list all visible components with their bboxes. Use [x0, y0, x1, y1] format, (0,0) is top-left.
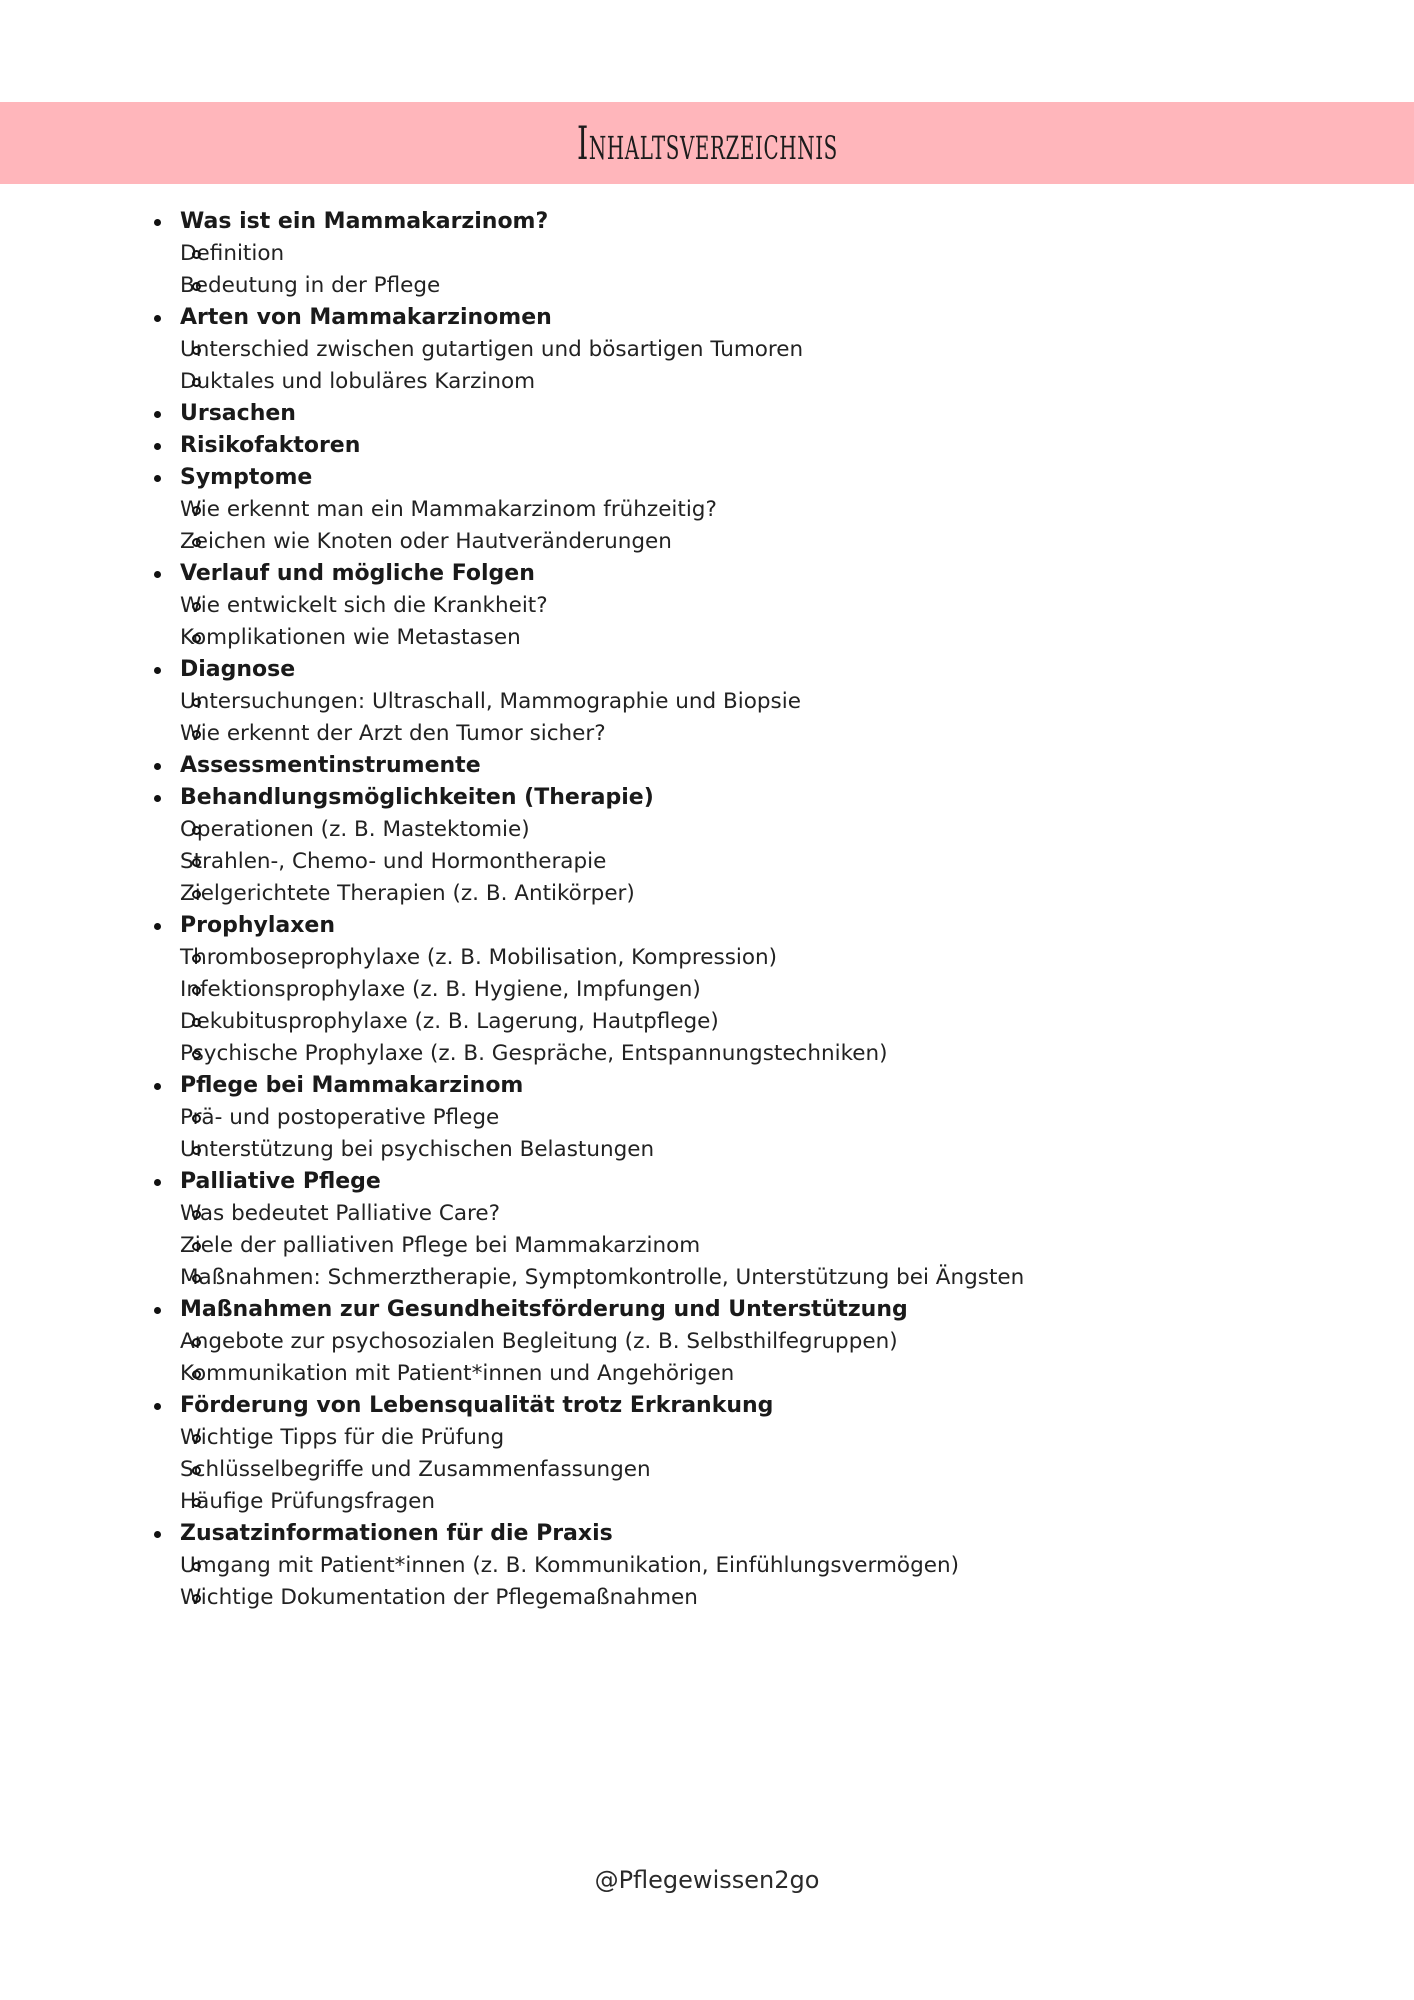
bullet-ring — [192, 1114, 201, 1123]
bullet-ring — [192, 538, 201, 547]
subitem-text: Maßnahmen: Schmerztherapie, Symptomkontrolle, Unterstützung bei Ängsten — [180, 1265, 1025, 1290]
bullet-dot — [154, 763, 161, 770]
toc-subitem — [180, 1326, 1024, 1358]
section-title: Palliative Pflege — [180, 1169, 381, 1194]
toc-subitem — [180, 526, 1024, 558]
bullet-dot — [154, 411, 161, 418]
toc-subitem — [180, 718, 1024, 750]
toc-subitem — [180, 1134, 1024, 1166]
section-title: Verlauf und mögliche Folgen — [180, 561, 535, 586]
bullet-ring — [192, 1562, 201, 1571]
subitem-text: Ziele der palliativen Pflege bei Mammakarzinom — [180, 1233, 701, 1258]
subitem-text: Angebote zur psychosozialen Begleitung (z. B. Selbsthilfegruppen) — [180, 1329, 898, 1354]
section-title: Zusatzinformationen für die Praxis — [180, 1521, 613, 1546]
toc-section-3 — [180, 398, 1024, 430]
bullet-ring — [192, 378, 201, 387]
bullet-ring — [192, 954, 201, 963]
toc-section-13 — [180, 1294, 1024, 1326]
bullet-ring — [192, 1338, 201, 1347]
toc-subitem — [180, 494, 1024, 526]
toc-section-11 — [180, 1070, 1024, 1102]
section-title: Ursachen — [180, 401, 296, 426]
section-title: Was ist ein Mammakarzinom? — [180, 209, 549, 234]
bullet-ring — [192, 858, 201, 867]
bullet-dot — [154, 1307, 161, 1314]
bullet-dot — [154, 571, 161, 578]
toc-subitem — [180, 1262, 1024, 1294]
toc-section-4 — [180, 430, 1024, 462]
section-title: Arten von Mammakarzinomen — [180, 305, 552, 330]
footer-handle: @Pflegewissen2go — [594, 1866, 820, 1894]
toc-subitem — [180, 1198, 1024, 1230]
bullet-dot — [154, 443, 161, 450]
bullet-ring — [192, 1146, 201, 1155]
subitem-text: Zielgerichtete Therapien (z. B. Antikörper) — [180, 881, 635, 906]
section-title: Pflege bei Mammakarzinom — [180, 1073, 524, 1098]
bullet-dot — [154, 795, 161, 802]
subitem-text: Definition — [180, 241, 285, 266]
toc-section-8 — [180, 750, 1024, 782]
bullet-dot — [154, 1179, 161, 1186]
subitem-text: Kommunikation mit Patient*innen und Angehörigen — [180, 1361, 735, 1386]
toc-subitem — [180, 270, 1024, 302]
bullet-ring — [192, 1018, 201, 1027]
bullet-dot — [154, 315, 161, 322]
bullet-ring — [192, 346, 201, 355]
toc-subitem — [180, 846, 1024, 878]
toc-subitem — [180, 942, 1024, 974]
bullet-ring — [192, 1242, 201, 1251]
subitem-text: Unterschied zwischen gutartigen und bösartigen Tumoren — [180, 337, 804, 362]
toc-subitem — [180, 622, 1024, 654]
bullet-ring — [192, 826, 201, 835]
subitem-text: Psychische Prophylaxe (z. B. Gespräche, Entspannungstechniken) — [180, 1041, 888, 1066]
section-title: Diagnose — [180, 657, 296, 682]
bullet-ring — [192, 1274, 201, 1283]
section-title: Prophylaxen — [180, 913, 335, 938]
section-title: Symptome — [180, 465, 313, 490]
toc-subitem — [180, 1422, 1024, 1454]
subitem-text: Häufige Prüfungsfragen — [180, 1489, 436, 1514]
subitem-text: Wichtige Dokumentation der Pflegemaßnahmen — [180, 1585, 698, 1610]
bullet-ring — [192, 634, 201, 643]
table-of-contents — [180, 206, 1024, 1614]
toc-subitem — [180, 1358, 1024, 1390]
subitem-text: Dekubitusprophylaxe (z. B. Lagerung, Hautpflege) — [180, 1009, 719, 1034]
subitem-text: Unterstützung bei psychischen Belastungen — [180, 1137, 655, 1162]
subitem-text: Strahlen-, Chemo- und Hormontherapie — [180, 849, 607, 874]
subitem-text: Was bedeutet Palliative Care? — [180, 1201, 501, 1226]
bullet-ring — [192, 1466, 201, 1475]
subitem-text: Duktales und lobuläres Karzinom — [180, 369, 536, 394]
toc-section-6 — [180, 558, 1024, 590]
bullet-dot — [154, 1403, 161, 1410]
bullet-ring — [192, 250, 201, 259]
section-title: Förderung von Lebensqualität trotz Erkrankung — [180, 1393, 774, 1418]
subitem-text: Operationen (z. B. Mastektomie) — [180, 817, 530, 842]
subitem-text: Bedeutung in der Pflege — [180, 273, 441, 298]
toc-section-10 — [180, 910, 1024, 942]
subitem-text: Thromboseprophylaxe (z. B. Mobilisation, Kompression) — [180, 945, 778, 970]
bullet-dot — [154, 1531, 161, 1538]
toc-subitem — [180, 974, 1024, 1006]
bullet-ring — [192, 506, 201, 515]
toc-section-2 — [180, 302, 1024, 334]
bullet-ring — [192, 698, 201, 707]
toc-subitem — [180, 1038, 1024, 1070]
toc-subitem — [180, 334, 1024, 366]
toc-section-12 — [180, 1166, 1024, 1198]
subitem-text: Umgang mit Patient*innen (z. B. Kommunikation, Einfühlungsvermögen) — [180, 1553, 959, 1578]
section-title: Assessmentinstrumente — [180, 753, 481, 778]
toc-subitem — [180, 1230, 1024, 1262]
toc-section-1 — [180, 206, 1024, 238]
bullet-ring — [192, 986, 201, 995]
bullet-ring — [192, 602, 201, 611]
bullet-dot — [154, 219, 161, 226]
subitem-text: Wie erkennt man ein Mammakarzinom frühzeitig? — [180, 497, 717, 522]
toc-subitem — [180, 1102, 1024, 1134]
toc-subitem — [180, 1550, 1024, 1582]
toc-section-5 — [180, 462, 1024, 494]
section-title: Maßnahmen zur Gesundheitsförderung und Unterstützung — [180, 1297, 908, 1322]
bullet-ring — [192, 282, 201, 291]
bullet-ring — [192, 730, 201, 739]
toc-subitem — [180, 1454, 1024, 1486]
subitem-text: Wie erkennt der Arzt den Tumor sicher? — [180, 721, 606, 746]
toc-subitem — [180, 1582, 1024, 1614]
toc-subitem — [180, 686, 1024, 718]
subitem-text: Untersuchungen: Ultraschall, Mammographie und Biopsie — [180, 689, 801, 714]
toc-subitem — [180, 814, 1024, 846]
toc-subitem — [180, 1486, 1024, 1518]
bullet-dot — [154, 923, 161, 930]
bullet-ring — [192, 1370, 201, 1379]
subitem-text: Wie entwickelt sich die Krankheit? — [180, 593, 548, 618]
bullet-ring — [192, 1050, 201, 1059]
bullet-dot — [154, 475, 161, 482]
section-title: Risikofaktoren — [180, 433, 361, 458]
bullet-ring — [192, 1210, 201, 1219]
subitem-text: Schlüsselbegriffe und Zusammenfassungen — [180, 1457, 651, 1482]
subitem-text: Zeichen wie Knoten oder Hautveränderungen — [180, 529, 672, 554]
toc-section-15 — [180, 1518, 1024, 1550]
subitem-text: Infektionsprophylaxe (z. B. Hygiene, Impfungen) — [180, 977, 701, 1002]
subitem-text: Wichtige Tipps für die Prüfung — [180, 1425, 505, 1450]
toc-subitem — [180, 590, 1024, 622]
title-band — [0, 102, 1414, 184]
toc-section-9 — [180, 782, 1024, 814]
bullet-ring — [192, 1498, 201, 1507]
toc-subitem — [180, 366, 1024, 398]
page-title: Inhaltsverzeichnis — [576, 116, 838, 170]
bullet-dot — [154, 1083, 161, 1090]
subitem-text: Komplikationen wie Metastasen — [180, 625, 521, 650]
section-title: Behandlungsmöglichkeiten (Therapie) — [180, 785, 654, 810]
toc-section-7 — [180, 654, 1024, 686]
toc-section-14 — [180, 1390, 1024, 1422]
toc-subitem — [180, 878, 1024, 910]
bullet-ring — [192, 1434, 201, 1443]
toc-subitem — [180, 238, 1024, 270]
bullet-dot — [154, 667, 161, 674]
subitem-text: Prä- und postoperative Pflege — [180, 1105, 500, 1130]
bullet-ring — [192, 890, 201, 899]
bullet-ring — [192, 1594, 201, 1603]
toc-subitem — [180, 1006, 1024, 1038]
